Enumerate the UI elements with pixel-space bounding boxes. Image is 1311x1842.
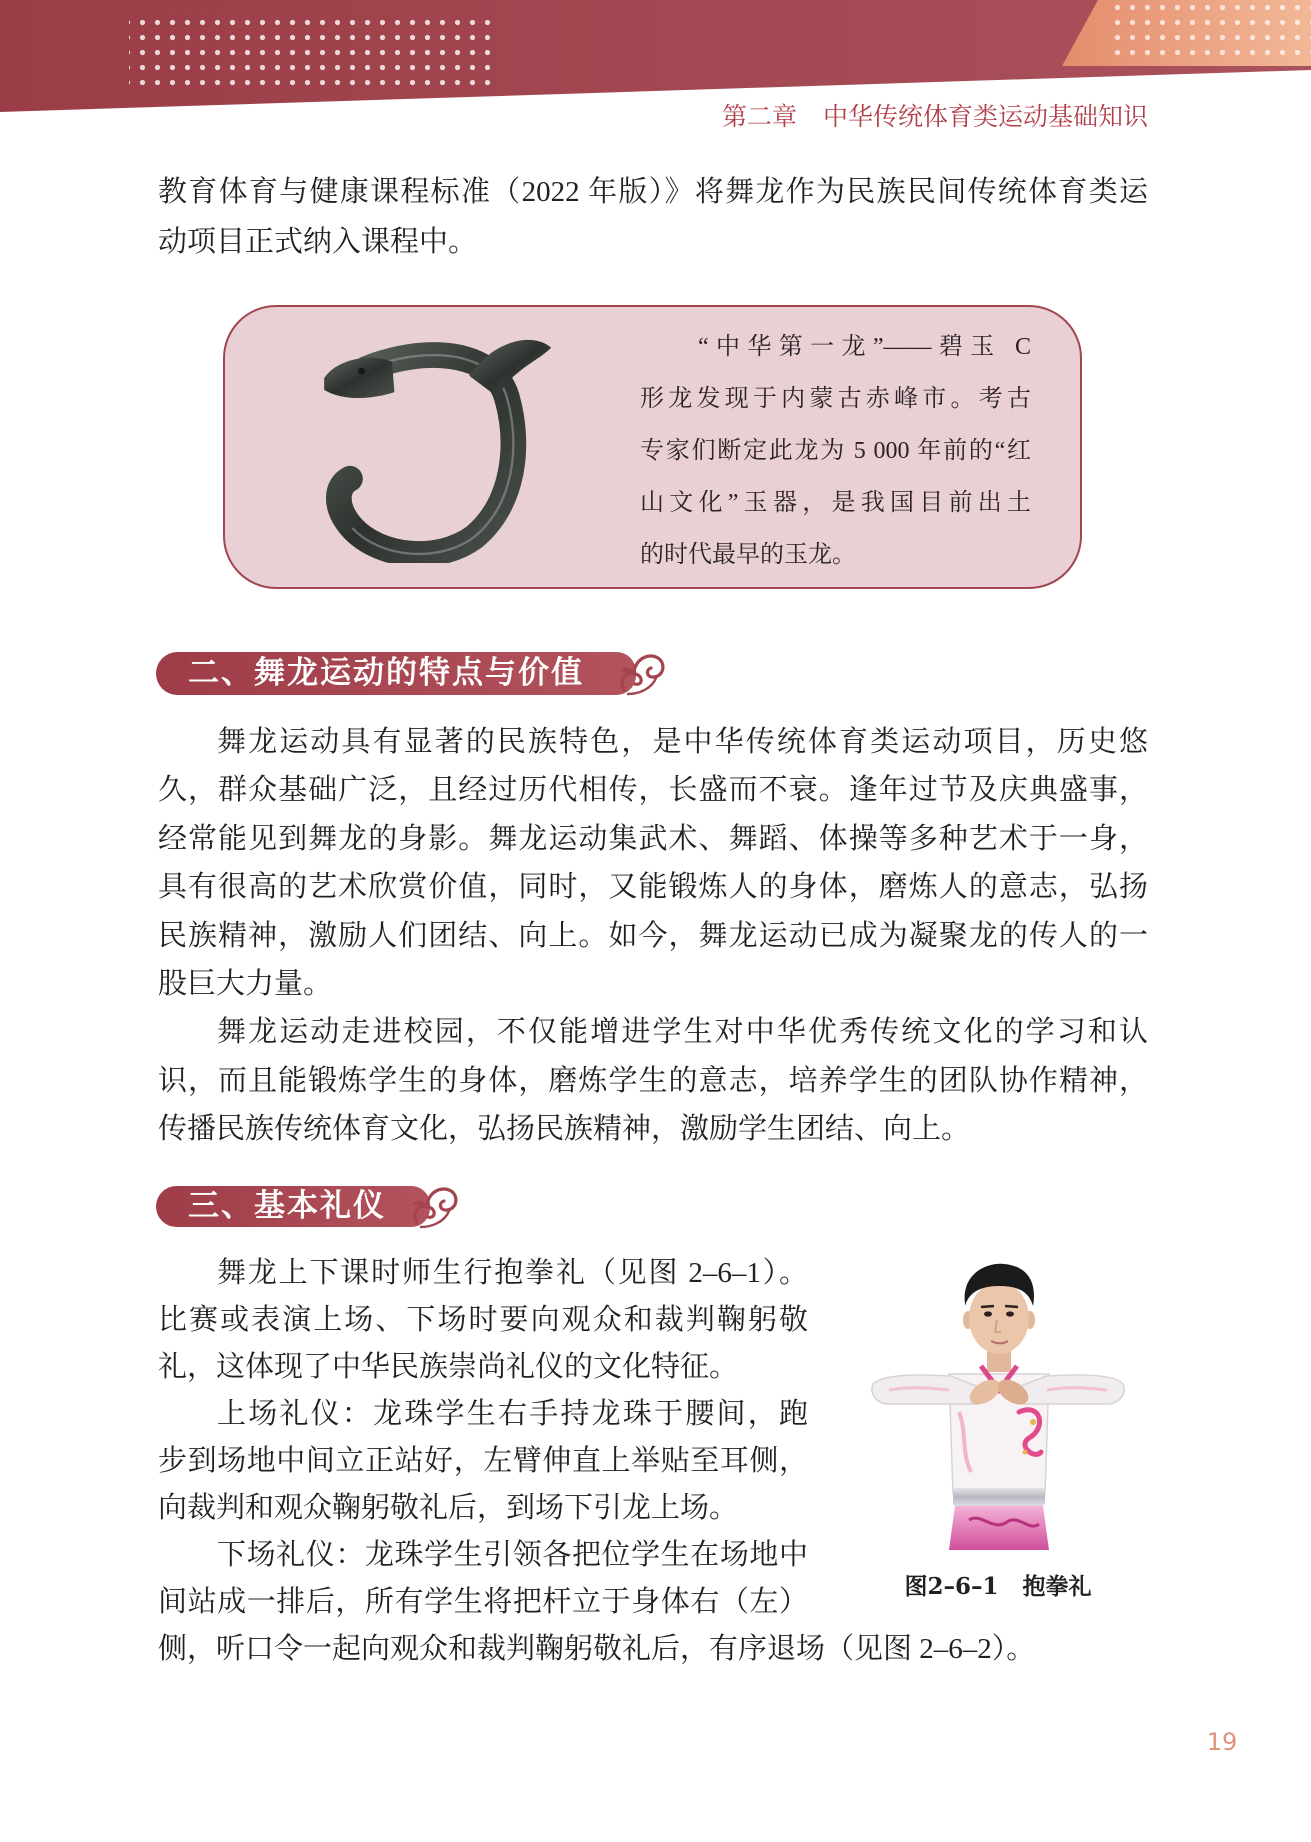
figure-caption [880,1570,1116,1604]
figure-caption-text: 抱拳礼 [1022,1573,1092,1600]
page-number: 19 [1206,1728,1238,1756]
header-dot-pattern [129,10,494,92]
intro-paragraph [158,167,1148,267]
chapter-title: 中华传统体育类运动基础知识 [822,102,1148,131]
paragraph-line: 侧，听口令一起向观众和裁判鞠躬敬礼后，有序退场（见图 2–6–2）。 [158,1633,1036,1665]
header-band [0,0,1311,115]
chapter-number: 第二章 [721,102,797,131]
paragraph-line: 经常能见到舞龙的身影。舞龙运动集武术、舞蹈、体操等多种艺术于一身， [158,822,1148,855]
paragraph-line: 民族精神，激励人们团结、向上。如今，舞龙运动已成为凝聚龙的传人的一 [158,919,1148,952]
cloud-swirl-icon [618,650,666,696]
paragraph-line: 久，群众基础广泛，且经过历代相传，长盛而不衰。逢年过节及庆典盛事， [158,774,1148,807]
paragraph-line: 传播民族传统体育文化，弘扬民族精神，激励学生团结、向上。 [158,1113,971,1146]
paragraph-line: 步到场地中间立正站好，左臂伸直上举贴至耳侧， [158,1445,808,1477]
chapter-header [722,100,1148,134]
jade-dragon-icon [319,329,554,563]
paragraph-line: 下场礼仪：龙珠学生引领各把位学生在场地中 [217,1539,808,1571]
info-line: “中华第一龙”——碧玉 C [698,334,1031,360]
paragraph-line: 舞龙运动具有显著的民族特色，是中华传统体育类运动项目，历史悠 [217,726,1148,758]
section-heading [156,1186,456,1230]
dragon-hole [487,428,494,435]
info-box [223,305,1082,589]
paragraph-line: 舞龙运动走进校园，不仅能增进学生对中华优秀传统文化的学习和认 [217,1016,1148,1049]
paragraph-line: 礼，这体现了中华民族崇尚礼仪的文化特征。 [158,1351,739,1383]
section-heading [156,652,666,698]
paragraph-line: 教育体育与健康课程标准（2022 年版）》将舞龙作为民族民间传统体育类运 [158,176,1148,208]
figure-label: 图2–6–1 [904,1573,999,1600]
student-figure [872,1264,1124,1550]
paragraph-line: 股巨大力量。 [158,967,333,1000]
paragraph-line: 间站成一排后，所有学生将把杆立于身体右（左） [158,1586,808,1618]
info-line: 的时代最早的玉龙。 [640,542,856,568]
paragraph-line: 舞龙上下课时师生行抱拳礼（见图 2–6–1）。 [217,1257,808,1289]
header-dot-pattern [1108,4,1311,60]
paragraph-line: 上场礼仪：龙珠学生右手持龙珠于腰间，跑 [217,1398,808,1430]
dragon-head [324,358,394,398]
dragon-eye [358,368,365,375]
paragraph-line: 具有很高的艺术欣赏价值，同时，又能锻炼人的身体，磨炼人的意志，弘扬 [158,871,1148,904]
paragraph-line: 识，而且能锻炼学生的身体，磨炼学生的意志，培养学生的团队协作精神， [158,1064,1148,1097]
section-body [158,718,1148,1154]
info-box-text [640,321,1031,581]
fist-salute-photo [869,1262,1127,1550]
section-heading-label: 二、舞龙运动的特点与价值 [156,652,636,695]
paragraph-line: 比赛或表演上场、下场时要向观众和裁判鞠躬敬 [158,1304,808,1336]
info-line: 形龙发现于内蒙古赤峰市。考古 [640,386,1031,412]
section-heading-label: 三、基本礼仪 [156,1186,430,1227]
cloud-swirl-icon [411,1183,459,1229]
info-line: 山文化”玉器，是我国目前出土 [640,490,1031,516]
paragraph-line: 向裁判和观众鞠躬敬礼后，到场下引龙上场。 [158,1492,739,1524]
paragraph-line: 动项目正式纳入课程中。 [158,226,478,258]
info-line: 专家们断定此龙为 5 000 年前的“红 [640,438,1031,464]
